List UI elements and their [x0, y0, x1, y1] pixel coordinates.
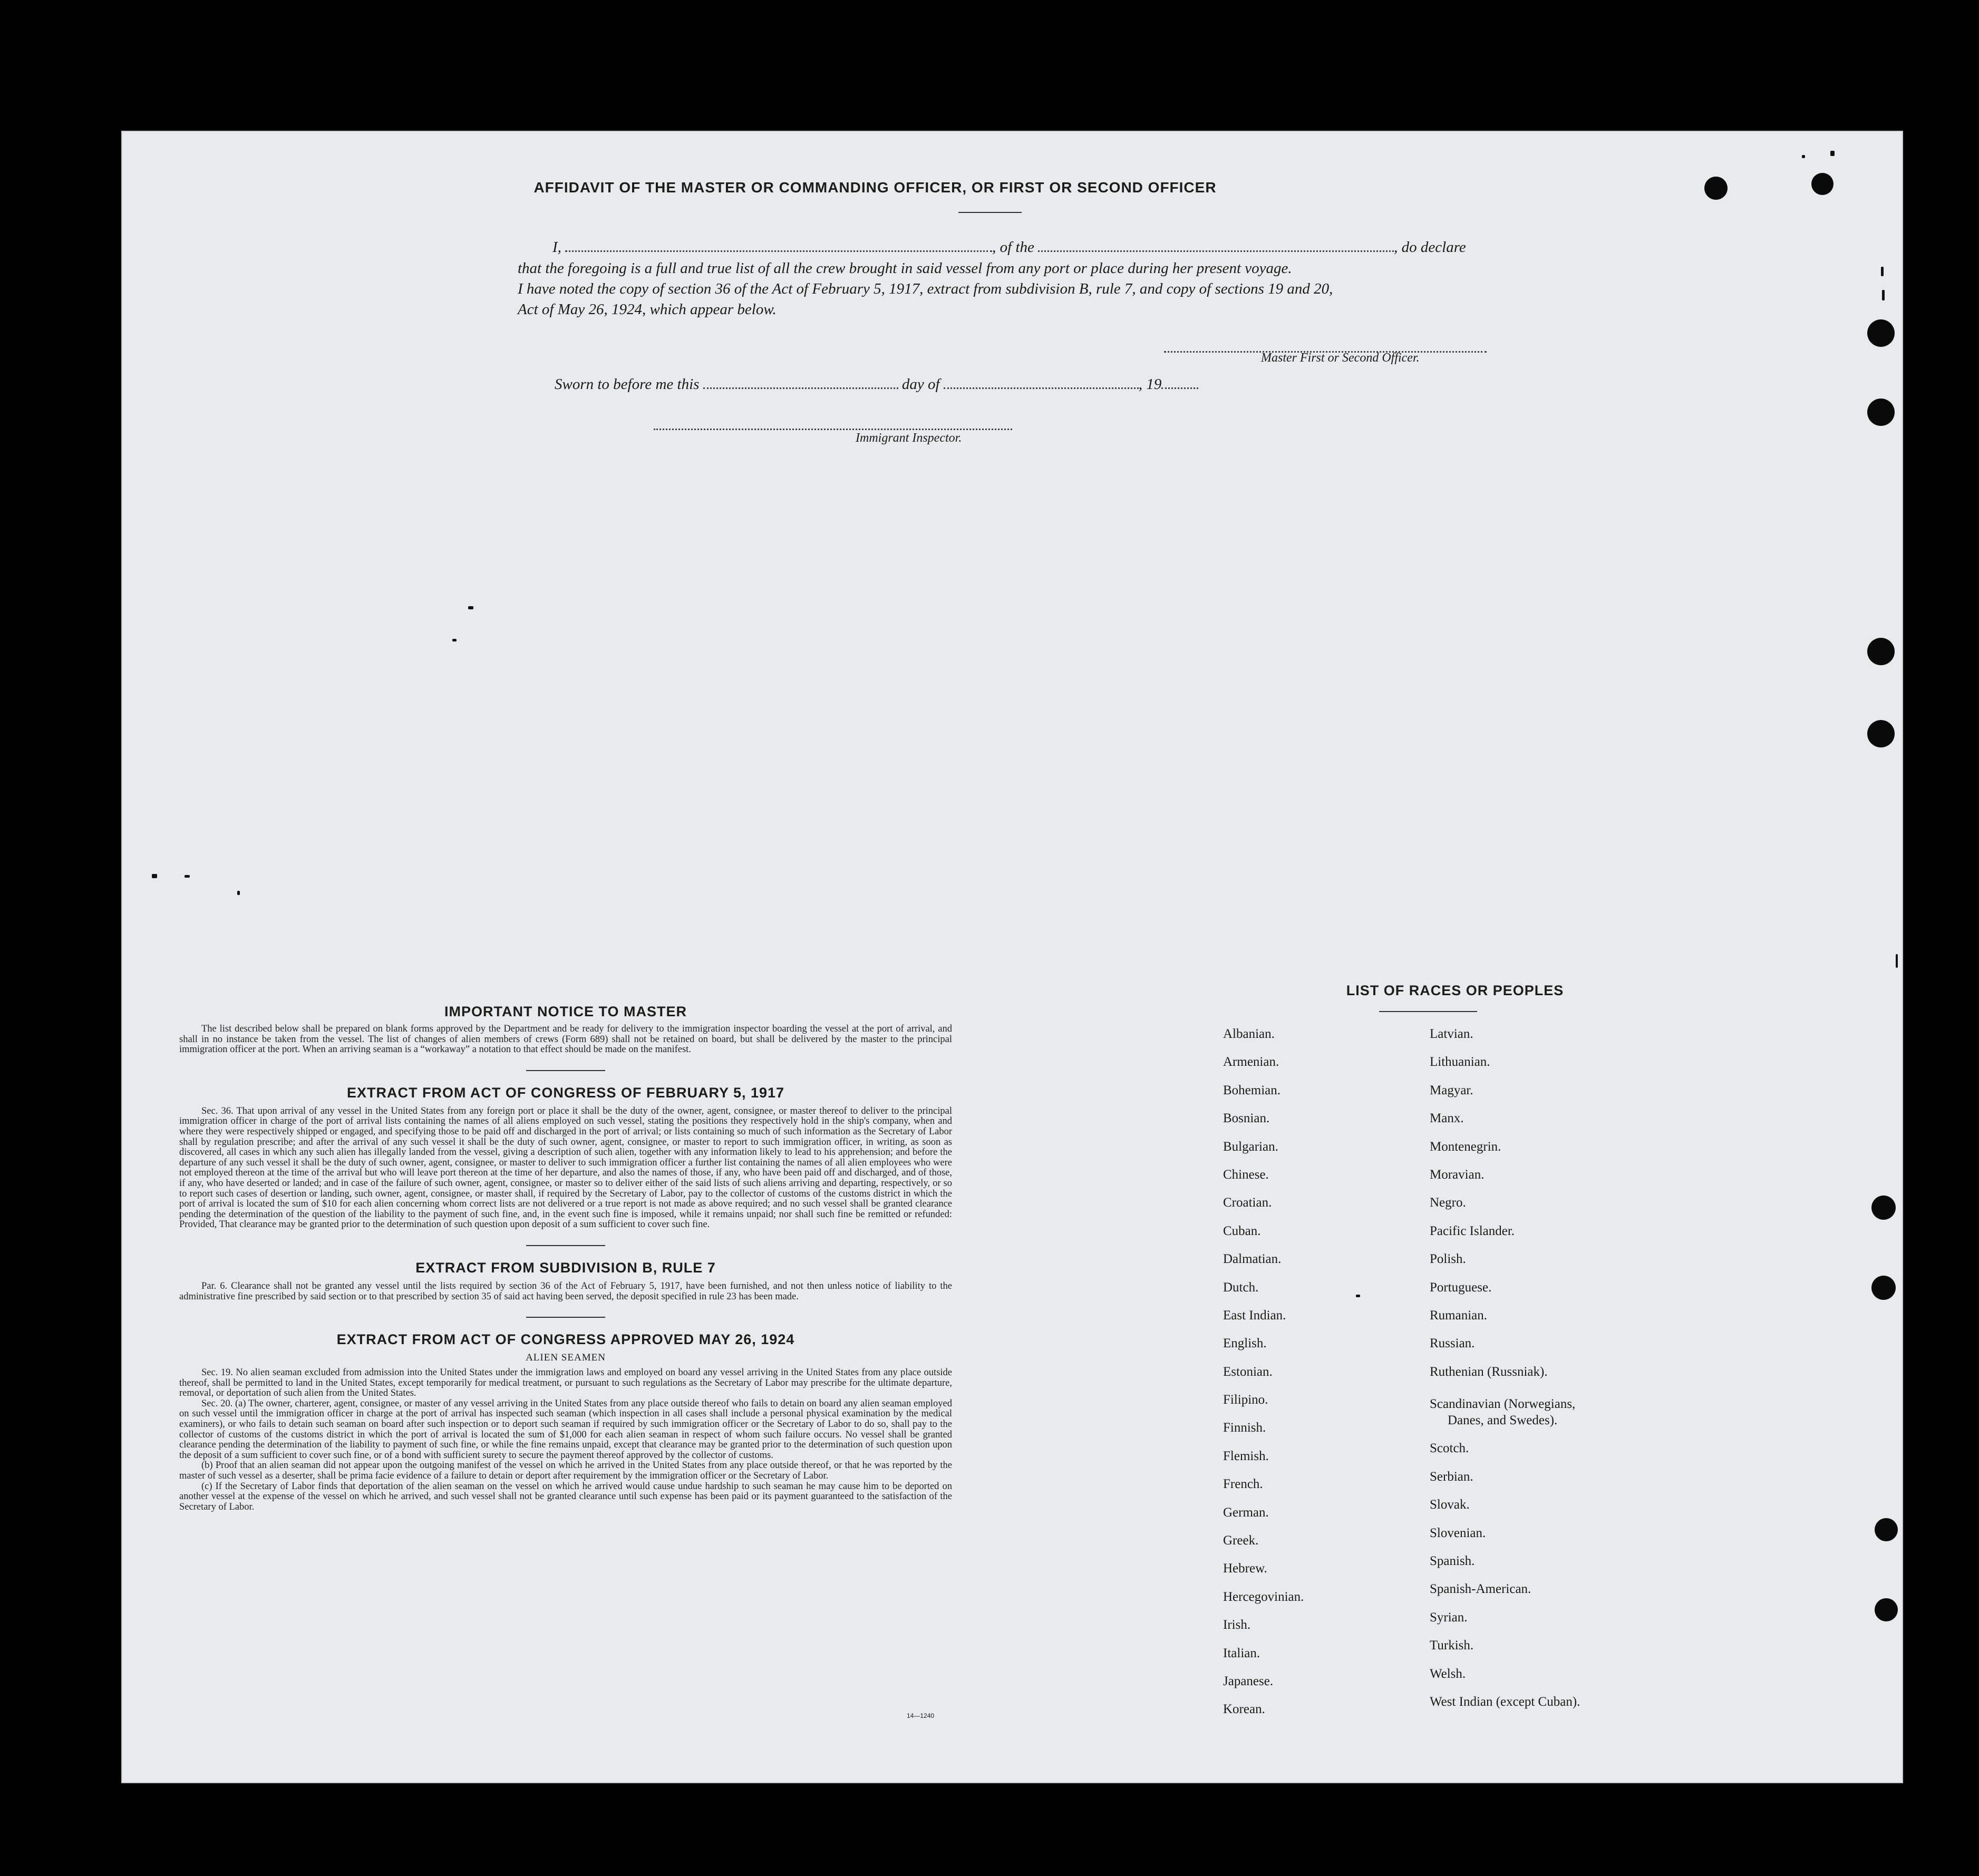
- speck: [1881, 267, 1884, 276]
- notices-column: [179, 1004, 952, 1512]
- race-entry: Bohemian.: [1223, 1083, 1281, 1097]
- subdivision-b-text: Par. 6. Clearance shall not be granted any vessel until the lists required by section 36 of the Act of February 5, 1917, have been furnished, and not then unless notice of liability to the administrative fine prescribed by said section or to that prescribed by section 35 of said act having been served, the deposit specified in rule 23 has been made.: [179, 1280, 952, 1302]
- race-entry: Bosnian.: [1223, 1111, 1270, 1126]
- inspector-signature-line[interactable]: [654, 429, 1012, 430]
- speck: [185, 875, 190, 878]
- race-entry: Moravian.: [1430, 1167, 1485, 1182]
- speck: [1882, 290, 1885, 300]
- subdivision-b-title: EXTRACT FROM SUBDIVISION B, RULE 7: [415, 1259, 716, 1276]
- race-entry: Polish.: [1430, 1252, 1466, 1267]
- race-entry: Italian.: [1223, 1646, 1260, 1660]
- punch-hole: [1875, 1598, 1898, 1621]
- race-entry: East Indian.: [1223, 1308, 1286, 1323]
- race-entry: German.: [1223, 1505, 1269, 1520]
- form-page: [121, 131, 1903, 1783]
- race-entry: Korean.: [1223, 1702, 1265, 1717]
- race-entry: Japanese.: [1223, 1674, 1274, 1688]
- race-entry: Turkish.: [1430, 1638, 1474, 1653]
- race-entry: Serbian.: [1430, 1469, 1473, 1484]
- name-field[interactable]: [565, 250, 992, 252]
- affidavit-line-2: that the foregoing is a full and true list of all the crew brought in said vessel from any port or place during her present voyage.: [518, 260, 1292, 277]
- divider: [526, 1070, 605, 1071]
- race-entry: Cuban.: [1223, 1223, 1261, 1238]
- speck: [1802, 155, 1805, 158]
- sec-20b-text: (b) Proof that an alien seaman did not appear upon the outgoing manifest of the vessel on which he arrived in the United States from any place outside thereof, or that he was reported by the master of such vessel as a deserter, shall be prima facie evidence of a failure to detain or deport after requirement by the immigration officer or the Secretary of Labor.: [179, 1460, 952, 1482]
- races-column-2: [1430, 1027, 1580, 1723]
- race-entry: Dutch.: [1223, 1280, 1259, 1295]
- race-entry: Ruthenian (Russniak).: [1430, 1364, 1548, 1379]
- race-entry: Irish.: [1223, 1618, 1251, 1632]
- day-of-text: day of: [901, 376, 940, 393]
- race-entry: Scotch.: [1430, 1441, 1469, 1456]
- vessel-field[interactable]: [1038, 250, 1394, 252]
- punch-hole: [1811, 173, 1834, 195]
- inspector-label: Immigrant Inspector.: [856, 431, 962, 445]
- sworn-text: Sworn to before me this: [555, 376, 700, 393]
- race-entry: Greek.: [1223, 1533, 1259, 1548]
- race-entry: Armenian.: [1223, 1055, 1279, 1070]
- race-entry: Negro.: [1430, 1195, 1466, 1210]
- speck: [237, 891, 240, 895]
- punch-hole: [1875, 1518, 1898, 1541]
- speck: [452, 639, 457, 641]
- punch-hole: [1871, 1276, 1896, 1300]
- race-entry: Finnish.: [1223, 1421, 1266, 1435]
- divider: [526, 1317, 605, 1318]
- master-label: Master First or Second Officer.: [1261, 351, 1420, 365]
- sec-20c-text: (c) If the Secretary of Labor finds that deportation of the alien seaman on the vessel on which he arrived would cause undue hardship to such seaman he may cause him to be deported on another vessel at the expense of the vessel on which he arrived, and such vessel shall not be granted clearance until such expense has been paid or its payment guaranteed to the satisfaction of the Secretary of Labor.: [179, 1481, 952, 1512]
- speck: [1356, 1295, 1360, 1297]
- race-entry: Scandinavian (Norwegians,: [1430, 1397, 1576, 1412]
- extract-1917-text: Sec. 36. That upon arrival of any vessel in the United States from any foreign port or place it shall be the duty of the owner, agent, consignee, or master thereof to deliver to the principal immigration officer in charge of the port of arrival lists containing the names of all aliens employed on such vessel, stating the positions they respectively hold in the ship's company, when and where they were respectively shipped or engaged, and specifying those to be paid off and discharged in the port of arrival; or lists containing so much of such information as the Secretary of Labor shall by regulation prescribe; and after the arrival of any such vessel it shall be the duty of such owner, agent, consignee, or master to report to such immigration officer, in writing, as soon as discovered, all cases in which any such alien has illegally landed from the vessel, giving a description of such alien, together with any information likely to lead to his apprehension; and before the departure of any such vessel it shall be the duty of such owner, agent, consignee, or master to deliver to such immigration officer a further list containing the names of all alien employees who were not employed thereon at the time of the arrival but who will leave port thereon at the time of her departure, and also the names of those, if any, who have been paid off and discharged, and of those, if any, who have deserted or landed; and in case of the failure of such owner, agent, consignee, or master so to deliver either of the said lists of such aliens arriving and departing, respectively, or so to report such cases of desertion or landing, such owner, agent, consignee, or master shall, if required by the Secretary of Labor, pay to the collector of customs of the customs district in which the port of arrival is located the sum of $10 for each alien concerning whom correct lists are not delivered or a true report is not made as above required; and no such vessel shall be granted clearance pending the determination of the question of the liability to the payment of such fine, and, in the event such fine is imposed, while it remains unpaid; nor shall such fine be remitted or refunded: Provided, That clearance may be granted prior to the determination of such question upon deposit of a sum sufficient to cover such fine.: [179, 1105, 952, 1230]
- race-entry: Croatian.: [1223, 1195, 1272, 1210]
- punch-hole: [1704, 177, 1728, 200]
- punch-hole: [1867, 638, 1895, 665]
- affidavit-of-the: , of the: [992, 239, 1034, 256]
- race-entry: Magyar.: [1430, 1083, 1473, 1097]
- race-entry: Montenegrin.: [1430, 1139, 1501, 1154]
- affidavit-line-4: Act of May 26, 1924, which appear below.: [518, 301, 777, 318]
- race-entry: Spanish.: [1430, 1554, 1475, 1569]
- race-entry: English.: [1223, 1336, 1267, 1351]
- races-divider: [1379, 1011, 1477, 1012]
- year-field[interactable]: [1161, 387, 1198, 389]
- extract-1917-title: EXTRACT FROM ACT OF CONGRESS OF FEBRUARY 5, 1917: [346, 1084, 785, 1101]
- race-entry: French.: [1223, 1477, 1263, 1492]
- race-entry: Flemish.: [1223, 1449, 1269, 1463]
- races-title: LIST OF RACES OR PEOPLES: [1346, 983, 1564, 998]
- race-entry: Syrian.: [1430, 1610, 1468, 1625]
- speck: [1896, 954, 1898, 968]
- race-entry: Welsh.: [1430, 1666, 1466, 1681]
- punch-hole: [1871, 1195, 1896, 1220]
- affidavit-i: I,: [552, 239, 561, 256]
- race-entry: Slovak.: [1430, 1498, 1470, 1512]
- race-entry: Dalmatian.: [1223, 1252, 1282, 1267]
- notice-title: IMPORTANT NOTICE TO MASTER: [444, 1004, 687, 1019]
- sworn-line: [555, 376, 1198, 393]
- extract-1924-subtitle: ALIEN SEAMEN: [526, 1352, 606, 1364]
- sec-19-text: Sec. 19. No alien seaman excluded from admission into the United States under the immigration laws and employed on board any vessel arriving in the United States from any place outside thereof, shall be permitted to land in the United States, except temporarily for medical treatment, or pursuant to such regulations as the Secretary of Labor may prescribe for the ultimate departure, removal, or deportation of such alien from the United States.: [179, 1367, 952, 1399]
- punch-hole: [1867, 398, 1895, 426]
- affidavit-declare: , do declare: [1394, 239, 1466, 256]
- title-divider: [958, 212, 1022, 213]
- race-entry: Manx.: [1430, 1111, 1464, 1126]
- race-entry: Slovenian.: [1430, 1525, 1486, 1540]
- race-entry: Pacific Islander.: [1430, 1223, 1515, 1238]
- race-entry: Estonian.: [1223, 1364, 1273, 1379]
- speck: [1830, 151, 1835, 156]
- race-entry: West Indian (except Cuban).: [1430, 1694, 1580, 1709]
- races-column-1: [1223, 1027, 1304, 1731]
- extract-1924-title: EXTRACT FROM ACT OF CONGRESS APPROVED MAY 26, 1924: [336, 1331, 795, 1348]
- punch-hole: [1867, 720, 1895, 747]
- race-entry: Latvian.: [1430, 1027, 1473, 1041]
- form-code: 14—1240: [907, 1712, 935, 1719]
- affidavit-title: AFFIDAVIT OF THE MASTER OR COMMANDING OFFICER, OR FIRST OR SECOND OFFICER: [533, 179, 1217, 196]
- race-entry: Albanian.: [1223, 1027, 1275, 1041]
- race-entry: Rumanian.: [1430, 1308, 1488, 1323]
- affidavit-line-1: [552, 239, 1466, 256]
- punch-hole: [1867, 319, 1895, 347]
- race-entry: Chinese.: [1223, 1167, 1269, 1182]
- affidavit-line-3: I have noted the copy of section 36 of the Act of February 5, 1917, extract from subdivision B, rule 7, and copy of sections 19 and 20,: [518, 280, 1333, 297]
- race-entry: Hebrew.: [1223, 1561, 1267, 1576]
- day-field[interactable]: [703, 387, 898, 389]
- race-entry: Spanish-American.: [1430, 1582, 1531, 1597]
- race-entry: Bulgarian.: [1223, 1139, 1278, 1154]
- race-entry: Lithuanian.: [1430, 1055, 1490, 1070]
- race-entry: Russian.: [1430, 1336, 1475, 1351]
- speck: [152, 874, 157, 878]
- race-entry: Filipino.: [1223, 1393, 1268, 1407]
- race-entry: Portuguese.: [1430, 1280, 1492, 1295]
- year-text: , 19: [1138, 376, 1162, 393]
- month-field[interactable]: [944, 387, 1139, 389]
- notice-text: The list described below shall be prepared on blank forms approved by the Department and be ready for delivery to the immigration inspector boarding the vessel at the port of arrival, and shall in no instance be taken from the vessel. The list of changes of alien members of crews (Form 689) shall not be retained on board, but shall be delivered by the master to the principal immigration officer at the port. When an arriving seaman is a “workaway” a notation to that effect should be made on the manifest.: [179, 1024, 952, 1055]
- divider: [526, 1245, 605, 1246]
- race-entry: Danes, and Swedes).: [1448, 1413, 1558, 1428]
- race-entry: Hercegovinian.: [1223, 1589, 1304, 1604]
- sec-20a-text: Sec. 20. (a) The owner, charterer, agent, consignee, or master of any vessel arriving in the United States from any place outside thereof who fails to detain on board any alien seaman employed on such vessel until the immigration officer in charge at the port of arrival has inspected such seaman (which inspection in all cases shall include a personal physical examination by the medical examiners), or who fails to detain such seaman on board after such inspection or to deport such seaman if required by such immigration officer or the Secretary of Labor to do so, shall pay to the collector of customs of the customs district in which the port of arrival is located the sum of $1,000 for each alien seaman in respect of whom such failure occurs. No vessel shall be granted clearance pending the determination of the liability to payment of such fine, or while the fine remains unpaid, except that clearance may be granted prior to the determination of such question upon the deposit of a sum sufficient to cover such fine, or of a bond with sufficient surety to secure the payment thereof approved by the collector of customs.: [179, 1398, 952, 1461]
- speck: [468, 606, 473, 609]
